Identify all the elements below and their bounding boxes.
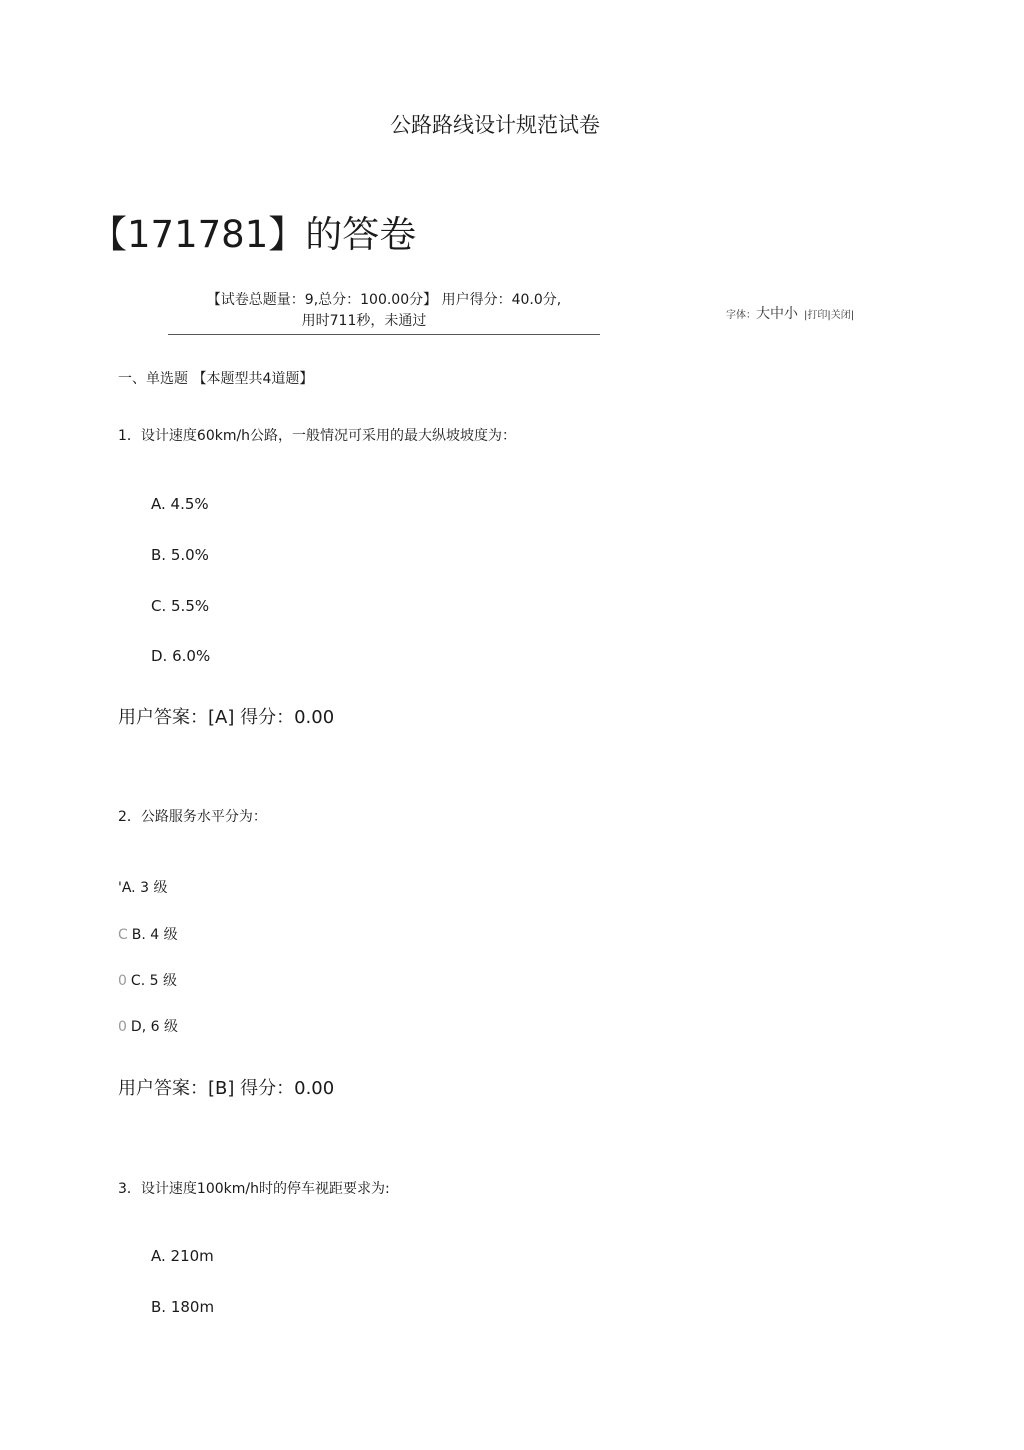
- font-label: 字体：: [726, 310, 756, 321]
- question-2-option-a[interactable]: [118, 877, 167, 897]
- summary-line-2: 用时711秒，未通过: [301, 313, 427, 329]
- question-1-option-c[interactable]: C. 5.5%: [151, 597, 210, 615]
- radio-icon[interactable]: 0: [118, 973, 127, 989]
- question-3-option-a[interactable]: A. 210m: [151, 1247, 214, 1265]
- question-2-option-c-label: C. 5 级: [130, 973, 177, 989]
- question-1-answer: 用户答案：[A] 得分：0.00: [118, 707, 335, 728]
- question-2-text: 2．公路服务水平分为：: [118, 809, 267, 825]
- question-2-option-c[interactable]: [118, 970, 177, 990]
- summary-line-1: 【试卷总题量：9,总分：100.00分】 用户得分：40.0分,: [206, 292, 562, 308]
- question-3-text: 3．设计速度100km/h时的停车视距要求为:: [118, 1181, 390, 1197]
- section-title: 一、单选题 【本题型共4道题】: [118, 371, 314, 387]
- question-3-option-b[interactable]: B. 180m: [151, 1298, 215, 1316]
- question-1-text: 1．设计速度60km/h公路，一般情况可采用的最大纵坡坡度为：: [118, 428, 517, 444]
- radio-icon[interactable]: C: [118, 927, 128, 943]
- question-2-answer: 用户答案：[B] 得分：0.00: [118, 1078, 335, 1099]
- font-size-options[interactable]: 大中小: [756, 306, 798, 322]
- question-2-option-d-label: D, 6 级: [130, 1019, 178, 1035]
- question-1-option-b[interactable]: B. 5.0%: [151, 546, 209, 564]
- document-title: 公路路线设计规范试卷: [390, 113, 600, 137]
- question-1-option-d[interactable]: D. 6.0%: [151, 647, 211, 665]
- question-2-option-b[interactable]: [118, 924, 178, 944]
- question-2-option-a-label: 'A. 3 级: [118, 880, 168, 896]
- page-heading: 【171781】的答卷: [90, 213, 417, 256]
- exam-summary: [168, 290, 600, 335]
- font-controls: [726, 303, 854, 323]
- radio-icon[interactable]: 0: [118, 1019, 127, 1035]
- question-2-option-d[interactable]: [118, 1016, 178, 1036]
- print-close-links[interactable]: |打印|关闭|: [804, 310, 855, 321]
- question-1-option-a[interactable]: A. 4.5%: [151, 495, 209, 513]
- question-2-option-b-label: B. 4 级: [131, 927, 178, 943]
